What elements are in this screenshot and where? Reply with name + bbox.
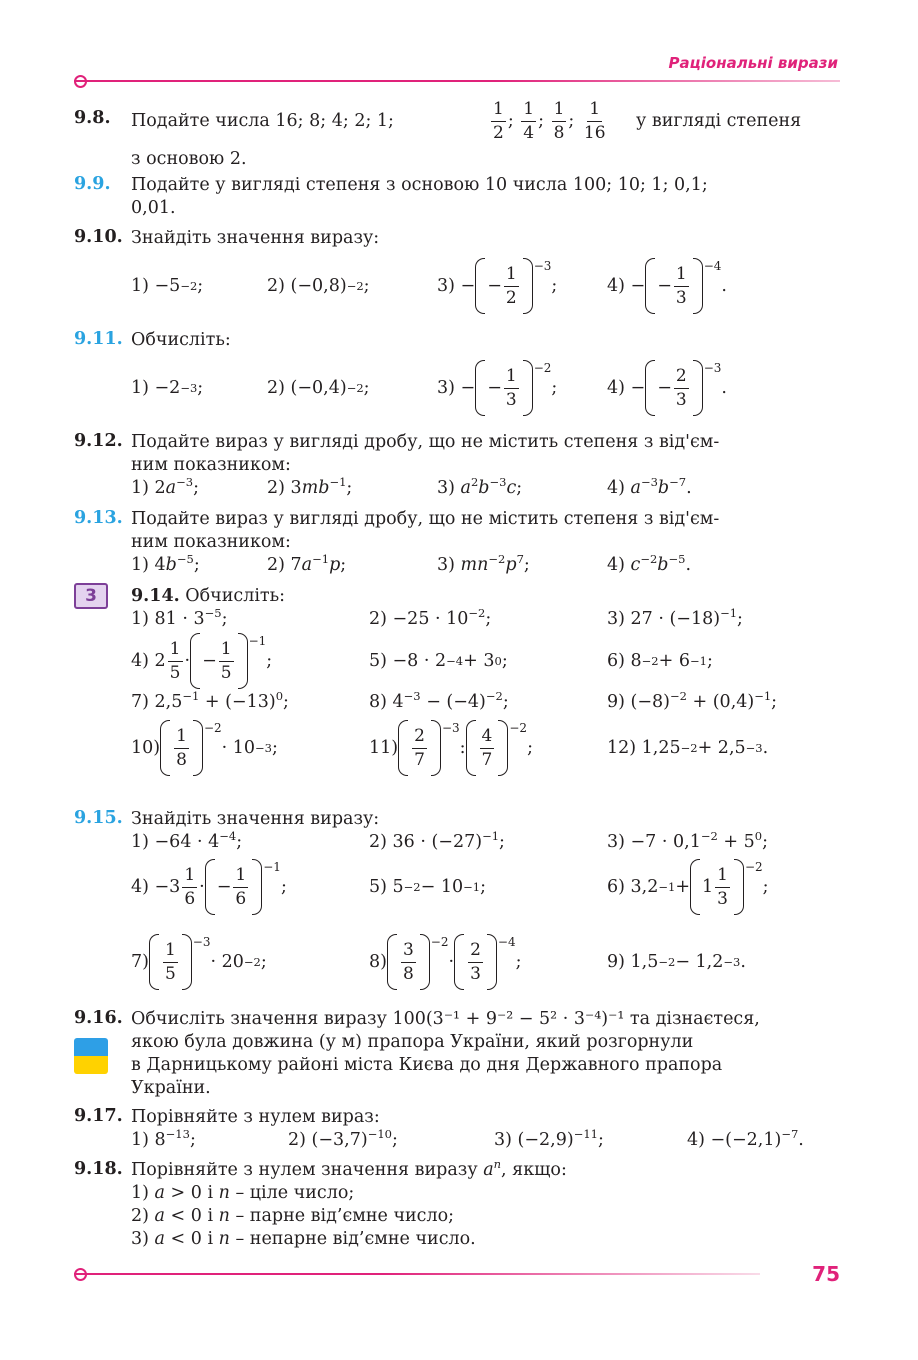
exercise-text: Обчисліть значення виразу 100(3⁻¹ + 9⁻² − 5² · 3⁻⁴)⁻¹ та дізнаєтеся, [131,1009,760,1029]
item: 2) $36 \cdot (-27)^{-1}$; [369,829,505,852]
exercise-text: якою була довжина (у м) прапора України, який розгорнули [131,1032,694,1052]
item: 1) $8^{-13}$; [131,1127,196,1150]
item: 11) $\frac{2}{7}$ −3 : $\frac{4}{7}$ −2 ; [369,717,533,779]
item: 1) −5 −2 ; [131,275,204,296]
item: 9) $(-8)^{-2} + (0,4)^{-1}$; [607,689,778,712]
item: 5) 5 −2 − 10 −1 ; [369,876,486,897]
exercise-9-9 [74,174,840,220]
fraction: $\frac{1}{16}$ [583,98,606,143]
item: 1) $2a^{-3}$; [131,475,199,498]
exercise-text: ним показником: [131,532,291,552]
running-title: Раціональні вирази [668,54,838,72]
item: 4) $c^{-2}b^{-5}$. [607,552,692,575]
exercise-text: Подайте у вигляді степеня з основою 10 числа 100; 10; 1; 0,1; [131,175,708,195]
exercise-number: 9.9. [74,174,111,194]
item: 3) − − $\frac{1}{2}$ −3 ; [437,250,557,322]
exercise-9-13 [74,508,840,577]
exercise-text: в Дарницькому районі міста Києва до дня Державного прапора [131,1055,723,1075]
item: 3) $(-2,9)^{-11}$; [494,1127,604,1150]
exercise-text: Подайте вираз у вигляді дробу, що не містить степеня з від'єм- [131,432,720,452]
exercise-9-11 [74,329,840,424]
exercise-text: у вигляді степеня [636,110,802,131]
fraction: $\frac{1}{2}$ [493,98,504,143]
exercise-9-12 [74,431,840,500]
page-number: 75 [812,1262,840,1286]
exercise-number: 9.17. [74,1106,123,1126]
item: $3) -7 \cdot 0,1^{-2} + 5^0$; [607,829,768,852]
exercise-text: Подайте числа 16; 8; 4; 2; 1; [131,110,394,131]
item: 9) 1,5 −2 − 1,2 −3 . [607,951,746,972]
exercise-text: з основою 2. [131,149,247,169]
exercise-9-18 [74,1159,840,1251]
item: 7) $2,5^{-1} + (-13)^0$; [131,689,289,712]
fraction: $\frac{1}{8}$ [553,98,565,143]
exercise-9-15 [74,808,840,1004]
item: 7) $\frac{1}{5}$ −3 · 20 −2 ; [131,920,267,1004]
footer-rule [74,1273,760,1275]
exercise-text: України. [131,1078,211,1098]
item: 4) −3 $\frac{1}{6}$ · − $\frac{1}{6}$ −1 ; [131,854,287,920]
exercise-text: Порівняйте з нулем вираз: [131,1107,380,1127]
exercise-number: 9.8. [74,108,111,128]
item: 8) $\frac{3}{8}$ −2 · $\frac{2}{3}$ −4 ; [369,920,522,1004]
item: 6) 3,2 −1 + 1 $\frac{1}{3}$ −2 ; [607,854,769,920]
item: $2) -25 \cdot 10^{-2}$; [369,606,492,629]
item: 4) 2 $\frac{1}{5}$ · − $\frac{1}{5}$ −1 ; [131,631,272,691]
item: 2) (−0,8) −2 ; [267,275,370,296]
exercise-number: 9.10. [74,227,123,247]
fraction-row: $\frac{1}{2}$ ; $\frac{1}{4}$ ; $\frac{1}{8}$ ; $\frac{1}{16}$ [493,98,606,143]
item: 2) $(-3,7)^{-10}$; [288,1127,398,1150]
fraction: $\frac{1}{4}$ [523,98,535,143]
exercise-text: Знайдіть значення виразу: [131,809,380,829]
exercise-9-16 [74,1008,840,1100]
header-rule [74,80,840,82]
exercise-number: 9.18. [74,1159,123,1179]
item: 2) $3mb^{-1}$; [267,475,353,498]
exercise-number: 9.12. [74,431,123,451]
item: 4) − − $\frac{1}{3}$ −4 . [607,250,727,322]
item: 10) $\frac{1}{8}$ −2 · 10 −3 ; [131,717,278,779]
exercise-number: 9.15. [74,808,123,828]
item: 2) (−0,4) −2 ; [267,377,370,398]
item: $1) -64 \cdot 4^{-4}$; [131,829,243,852]
exercise-text: Знайдіть значення виразу: [131,228,380,248]
item: 1) $81 \cdot 3^{-5}$; [131,606,228,629]
item: 5) −8 · 2 −4 + 3 0 ; [369,650,508,671]
item: $4) -(-2,1)^{-7}$. [687,1127,804,1150]
exercise-text: Обчисліть: [131,330,231,350]
exercise-number: 9.16. [74,1008,123,1028]
item: 4) − − $\frac{2}{3}$ −3 . [607,352,727,424]
item: 2) a < 0 і n – парне від’ємне число; [131,1206,455,1226]
item: 1) a > 0 і n – ціле число; [131,1183,355,1203]
exercise-number: 9.14. [131,586,180,606]
item: 2) $7a^{-1}p$; [267,552,347,575]
exercise-9-8 [74,94,840,171]
level-3-badge: 3 [74,583,108,609]
exercise-number: 9.11. [74,329,123,349]
exercise-text: 0,01. [131,198,176,218]
exercise-9-17 [74,1106,840,1152]
item: 3) a < 0 і n – непарне від’ємне число. [131,1229,476,1249]
item: 3) $mn^{-2}p^7$; [437,552,530,575]
exercise-9-10 [74,227,840,322]
exercise-text: Обчисліть: [185,586,286,606]
item: 12) 1,25 −2 + 2,5 −3 . [607,737,769,758]
exercise-text: Порівняйте з нулем значення виразу $a^n$, якщо: [131,1157,567,1180]
item: 1) −2 −3 ; [131,377,204,398]
exercise-text: ним показником: [131,455,291,475]
exercise-9-14 [74,585,840,779]
exercise-number: 9.13. [74,508,123,528]
item: 1) $4b^{-5}$; [131,552,200,575]
item: 3) $a^2b^{-3}c$; [437,475,523,498]
exercise-text: Подайте вираз у вигляді дробу, що не містить степеня з від'єм- [131,509,720,529]
item: 6) 8 −2 + 6 −1 ; [607,650,713,671]
item: 3) $27 \cdot (-18)^{-1}$; [607,606,743,629]
item: 3) − − $\frac{1}{3}$ −2 ; [437,352,557,424]
item: 4) $a^{-3}b^{-7}$. [607,475,692,498]
item: 8) $4^{-3} - (-4)^{-2}$; [369,689,509,712]
